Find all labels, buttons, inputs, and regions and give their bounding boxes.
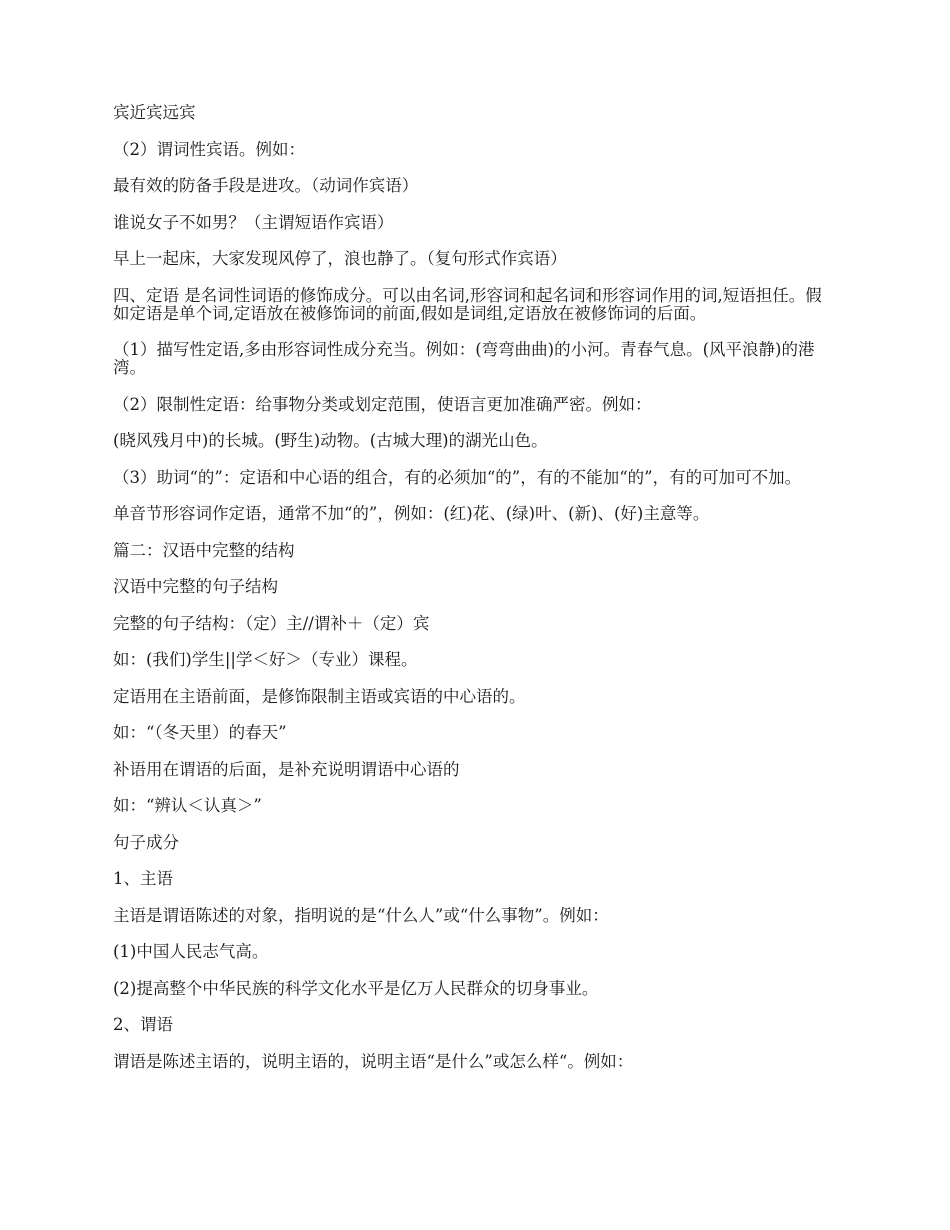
paragraph: 如：“（冬天里）的春天” [113, 723, 287, 742]
paragraph: 四、定语 是名词性词语的修饰成分。可以由名词,形容词和起名词和形容词作用的词,短语担任。假如定语是单个词,定语放在被修饰词的前面,假如是词组,定语放在被修饰词的后面。 [113, 285, 822, 323]
paragraph: 早上一起床，大家发现风停了，浪也静了。（复句形式作宾语） [113, 249, 567, 268]
paragraph: 定语用在主语前面，是修饰限制主语或宾语的中心语的。 [113, 686, 526, 706]
paragraph: 如：“辨认＜认真＞” [113, 796, 262, 815]
paragraph: (2)提高整个中华民族的科学文化水平是亿万人民群众的切身事业。 [113, 978, 599, 998]
paragraph: 谁说女子不如男？（主谓短语作宾语） [113, 212, 394, 232]
paragraph: （2）限制性定语：给事物分类或划定范围，使语言更加准确严密。例如： [113, 394, 652, 414]
paragraph: 单音节形容词作定语，通常不加“的”，例如：(红)花、(绿)叶、(新)、(好)主意等。 [113, 504, 710, 523]
section-heading: 篇二：汉语中完整的结构 [113, 540, 295, 560]
paragraph: 补语用在谓语的后面，是补充说明谓语中心语的 [113, 759, 460, 779]
paragraph: 句子成分 [113, 832, 179, 852]
paragraph: 1、主语 [113, 869, 173, 888]
paragraph: 完整的句子结构：（定）主//谓补＋（定）宾 [113, 613, 430, 633]
paragraph: （2）谓词性宾语。例如： [113, 139, 305, 159]
paragraph: 宾近宾远宾 [113, 103, 196, 122]
paragraph: 如：(我们)学生||学＜好＞（专业）课程。 [113, 650, 418, 669]
paragraph: 2、谓语 [113, 1015, 173, 1034]
paragraph: (1)中国人民志气高。 [113, 942, 269, 961]
paragraph: （3）助词“的”：定语和中心语的组合，有的必须加“的”，有的不能加“的”，有的可加可不加。 [113, 467, 802, 487]
document-body [113, 104, 838, 1089]
paragraph: 谓语是陈述主语的，说明主语的，说明主语“是什么”或怎么样“。例如： [113, 1051, 634, 1071]
paragraph: 最有效的防备手段是进攻。（动词作宾语） [113, 176, 419, 195]
paragraph: （1）描写性定语,多由形容词性成分充当。例如：(弯弯曲曲)的小河。青春气息。(风平浪静)的港湾。 [113, 340, 815, 377]
paragraph: (晓风残月中)的长城。(野生)动物。(古城大理)的湖光山色。 [113, 431, 548, 450]
paragraph: 汉语中完整的句子结构 [113, 577, 278, 596]
paragraph: 主语是谓语陈述的对象，指明说的是“什么人”或“什么事物”。例如： [113, 905, 609, 925]
